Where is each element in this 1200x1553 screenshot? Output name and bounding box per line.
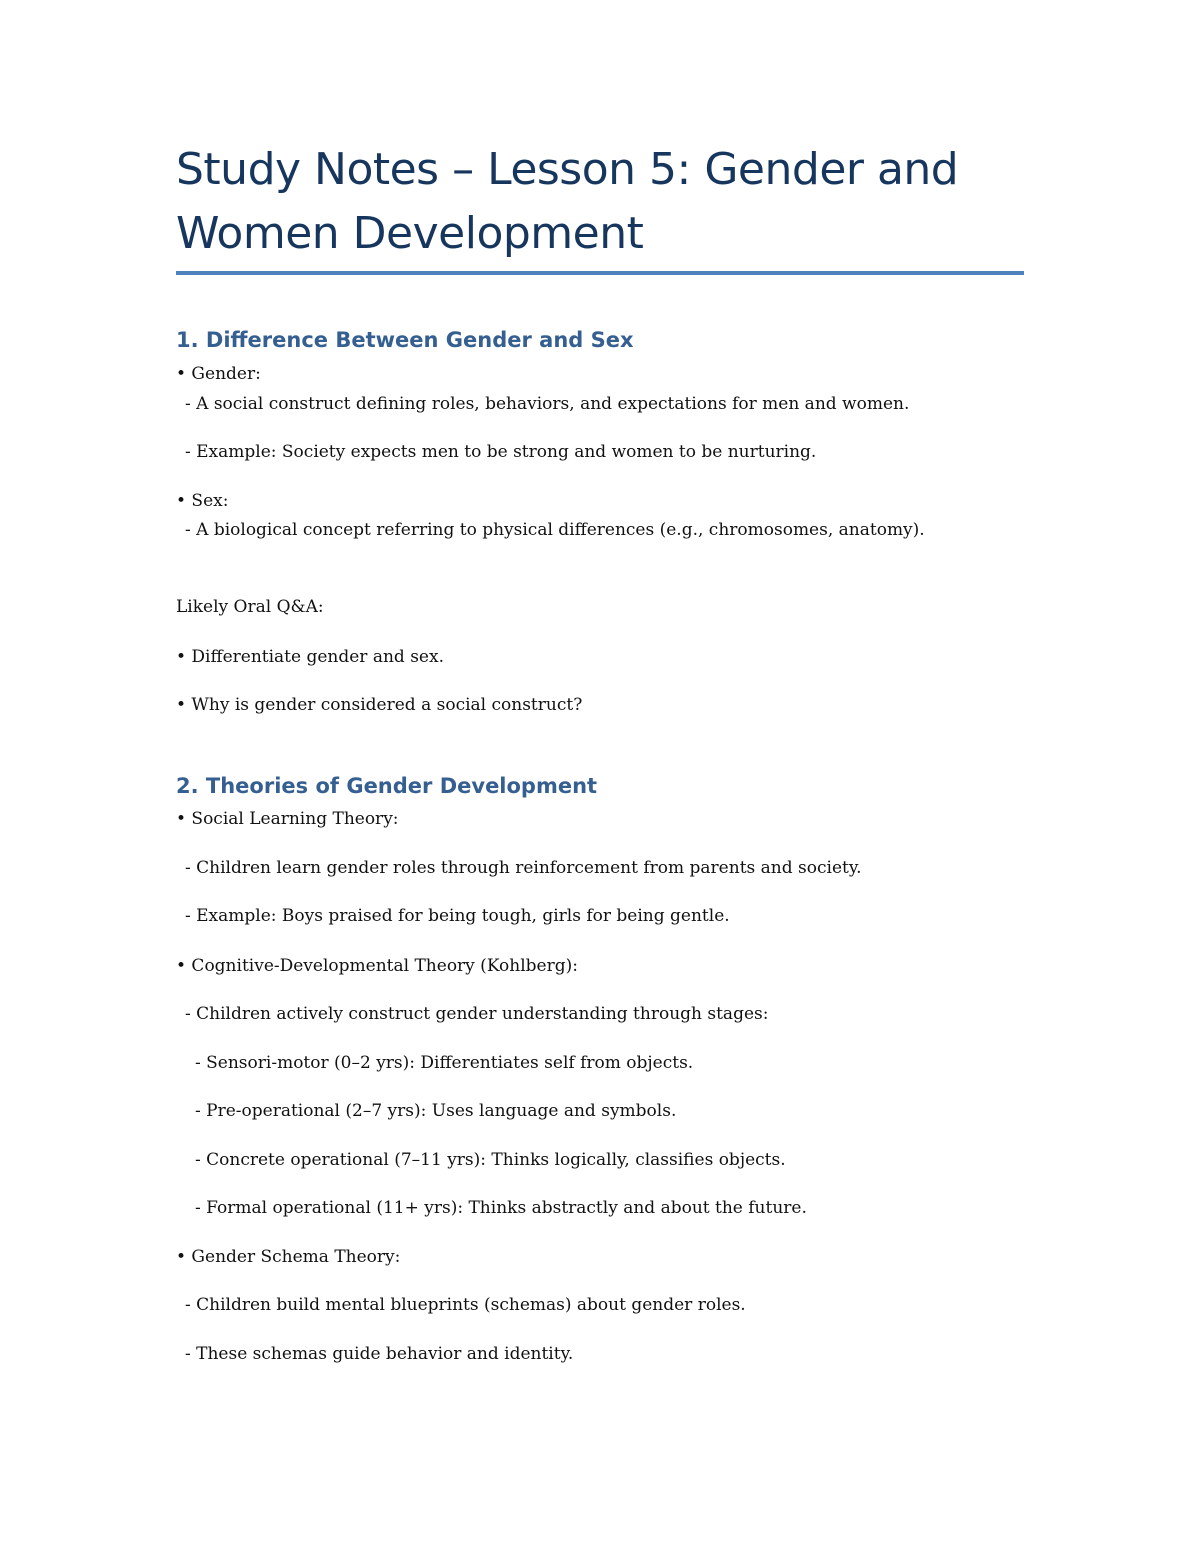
gender-schema-description: - Children build mental blueprints (schemas) about gender roles. bbox=[185, 1295, 746, 1315]
bullet-gender-schema-theory: • Gender Schema Theory: bbox=[176, 1247, 401, 1267]
section-2-heading: 2. Theories of Gender Development bbox=[176, 774, 598, 798]
stage-pre-operational: - Pre-operational (2–7 yrs): Uses language and symbols. bbox=[195, 1101, 677, 1121]
cognitive-developmental-description: - Children actively construct gender understanding through stages: bbox=[185, 1004, 769, 1024]
social-learning-description: - Children learn gender roles through reinforcement from parents and society. bbox=[185, 858, 862, 878]
social-learning-example: - Example: Boys praised for being tough, girls for being gentle. bbox=[185, 906, 730, 926]
oral-qa-label: Likely Oral Q&A: bbox=[176, 597, 324, 617]
title-underline-rule bbox=[176, 271, 1024, 275]
stage-concrete-operational: - Concrete operational (7–11 yrs): Thinks logically, classifies objects. bbox=[195, 1150, 786, 1170]
gender-schema-effect: - These schemas guide behavior and identity. bbox=[185, 1344, 574, 1364]
gender-definition: - A social construct defining roles, behaviors, and expectations for men and women. bbox=[185, 394, 910, 414]
document-title: Study Notes – Lesson 5: Gender and Women Development bbox=[176, 144, 959, 259]
gender-example: - Example: Society expects men to be strong and women to be nurturing. bbox=[185, 442, 817, 462]
oral-qa-question-1: • Differentiate gender and sex. bbox=[176, 647, 444, 667]
stage-formal-operational: - Formal operational (11+ yrs): Thinks abstractly and about the future. bbox=[195, 1198, 807, 1218]
bullet-sex: • Sex: bbox=[176, 491, 229, 511]
stage-sensori-motor: - Sensori-motor (0–2 yrs): Differentiates self from objects. bbox=[195, 1053, 694, 1073]
oral-qa-question-2: • Why is gender considered a social construct? bbox=[176, 695, 583, 715]
bullet-cognitive-developmental-theory: • Cognitive-Developmental Theory (Kohlberg): bbox=[176, 956, 578, 976]
bullet-gender: • Gender: bbox=[176, 364, 261, 384]
bullet-social-learning-theory: • Social Learning Theory: bbox=[176, 809, 399, 829]
sex-definition: - A biological concept referring to physical differences (e.g., chromosomes, anatomy). bbox=[185, 520, 925, 540]
section-1-heading: 1. Difference Between Gender and Sex bbox=[176, 328, 634, 352]
